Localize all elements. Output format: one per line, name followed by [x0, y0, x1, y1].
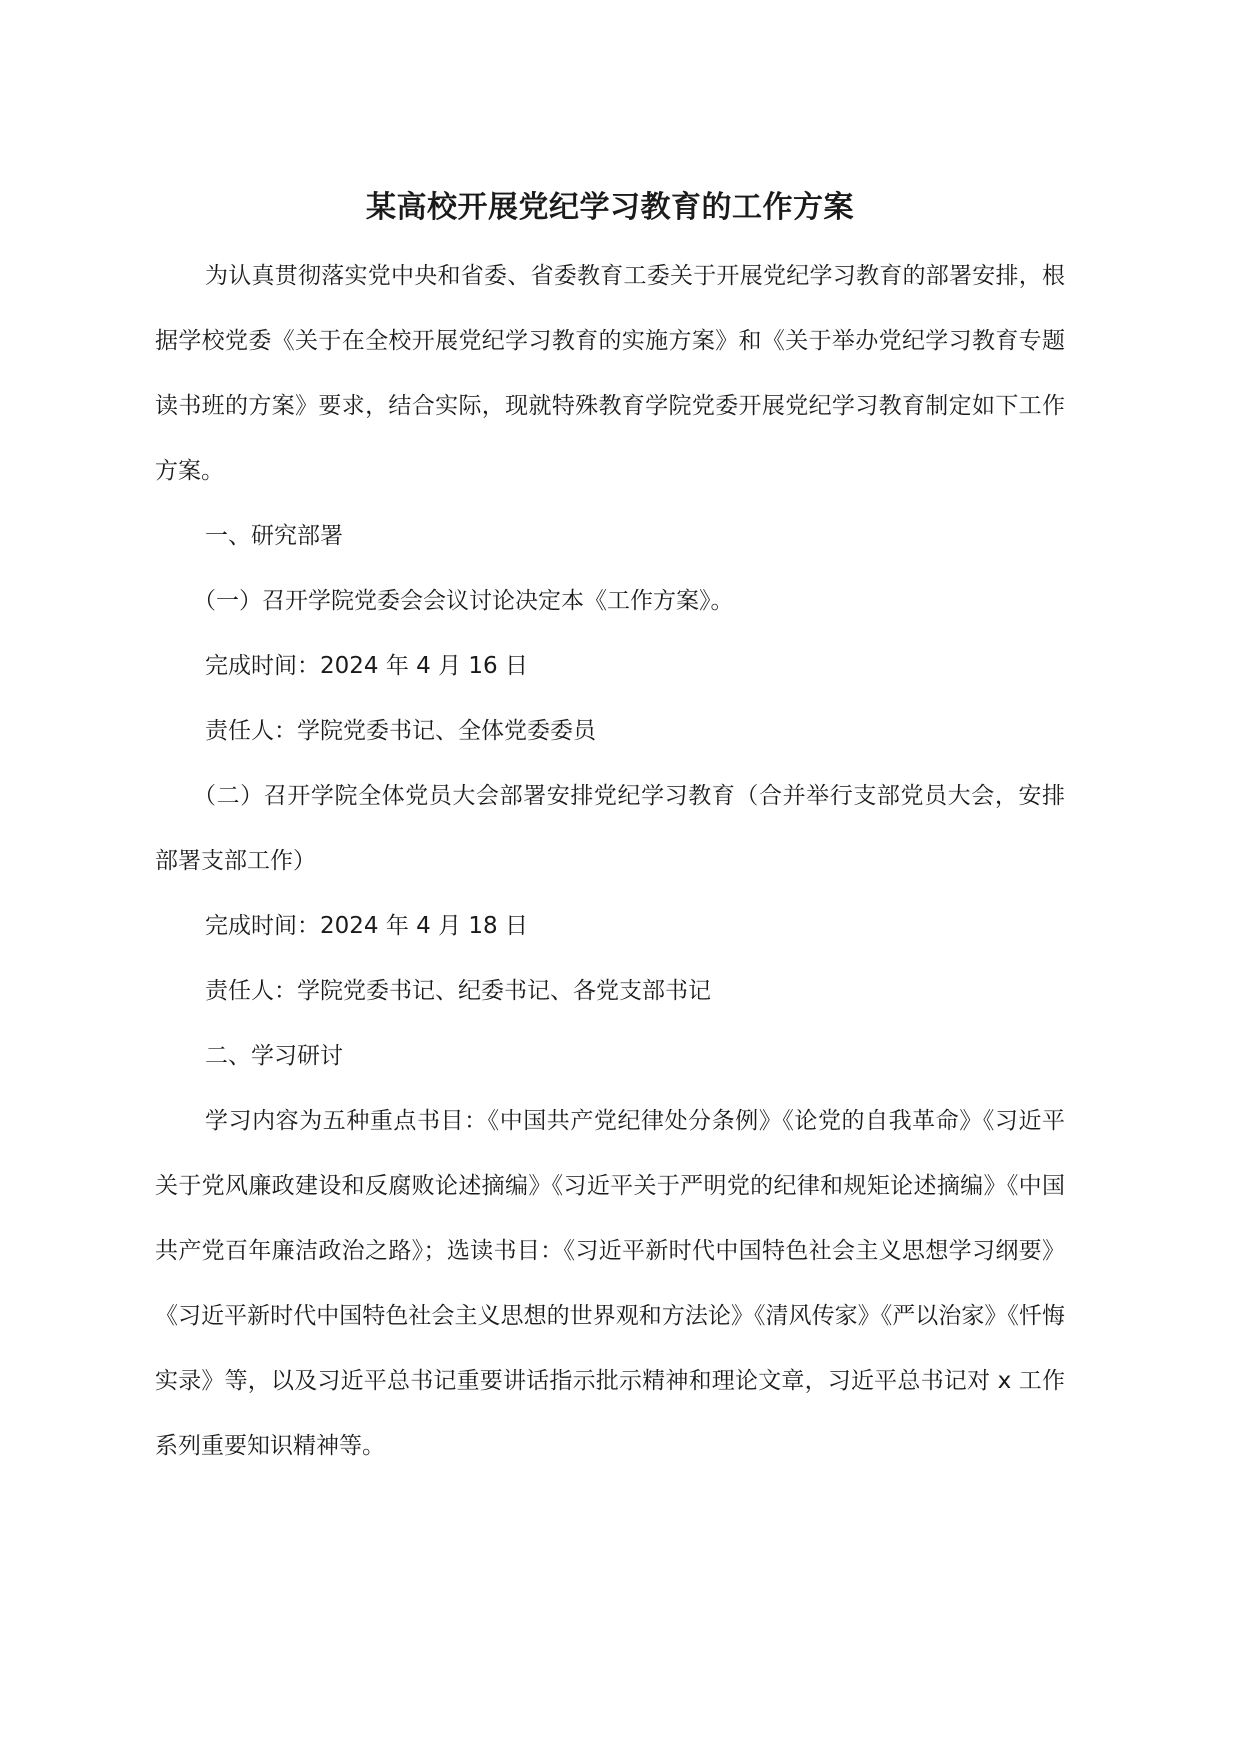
document-page — [155, 186, 1065, 1479]
section1-item1-text: （一）召开学院党委会会议讨论决定本《工作方案》。 — [193, 588, 734, 614]
section2-content: 学习内容为五种重点书目：《中国共产党纪律处分条例》《论党的自我革命》《习近平关于党风廉政建设和反腐败论述摘编》《习近平关于严明党的纪律和规矩论述摘编》《中国共产党百年廉洁政治之路》；选读书目：《习近平新时代中国特色社会主义思想学习纲要》《习近平新时代中国特色社会主义思想的世界观和方法论》《清风传家》《严以治家》《忏悔实录》等，以及习近平总书记重要讲话指示批示精神和理论文章，习近平总书记对 x 工作系列重要知识精神等。 — [155, 1108, 1065, 1459]
section1-item1-responsible: 责任人：学院党委书记、全体党委委员 — [205, 718, 596, 744]
section1-item1-deadline: 完成时间：2024 年 4 月 16 日 — [205, 653, 528, 679]
document-title: 某高校开展党纪学习教育的工作方案 — [366, 190, 854, 225]
section1-heading: 一、研究部署 — [205, 523, 343, 549]
section1-item2-deadline: 完成时间：2024 年 4 月 18 日 — [205, 913, 528, 939]
section1-item2-text: （二）召开学院全体党员大会部署安排党纪学习教育（合并举行支部党员大会，安排部署支部工作） — [155, 783, 1065, 874]
intro-paragraph: 为认真贯彻落实党中央和省委、省委教育工委关于开展党纪学习教育的部署安排，根据学校党委《关于在全校开展党纪学习教育的实施方案》和《关于举办党纪学习教育专题读书班的方案》要求，结合实际，现就特殊教育学院党委开展党纪学习教育制定如下工作方案。 — [155, 263, 1065, 484]
section1-item2-responsible: 责任人：学院党委书记、纪委书记、各党支部书记 — [205, 978, 711, 1004]
section2-heading: 二、学习研讨 — [205, 1043, 343, 1069]
